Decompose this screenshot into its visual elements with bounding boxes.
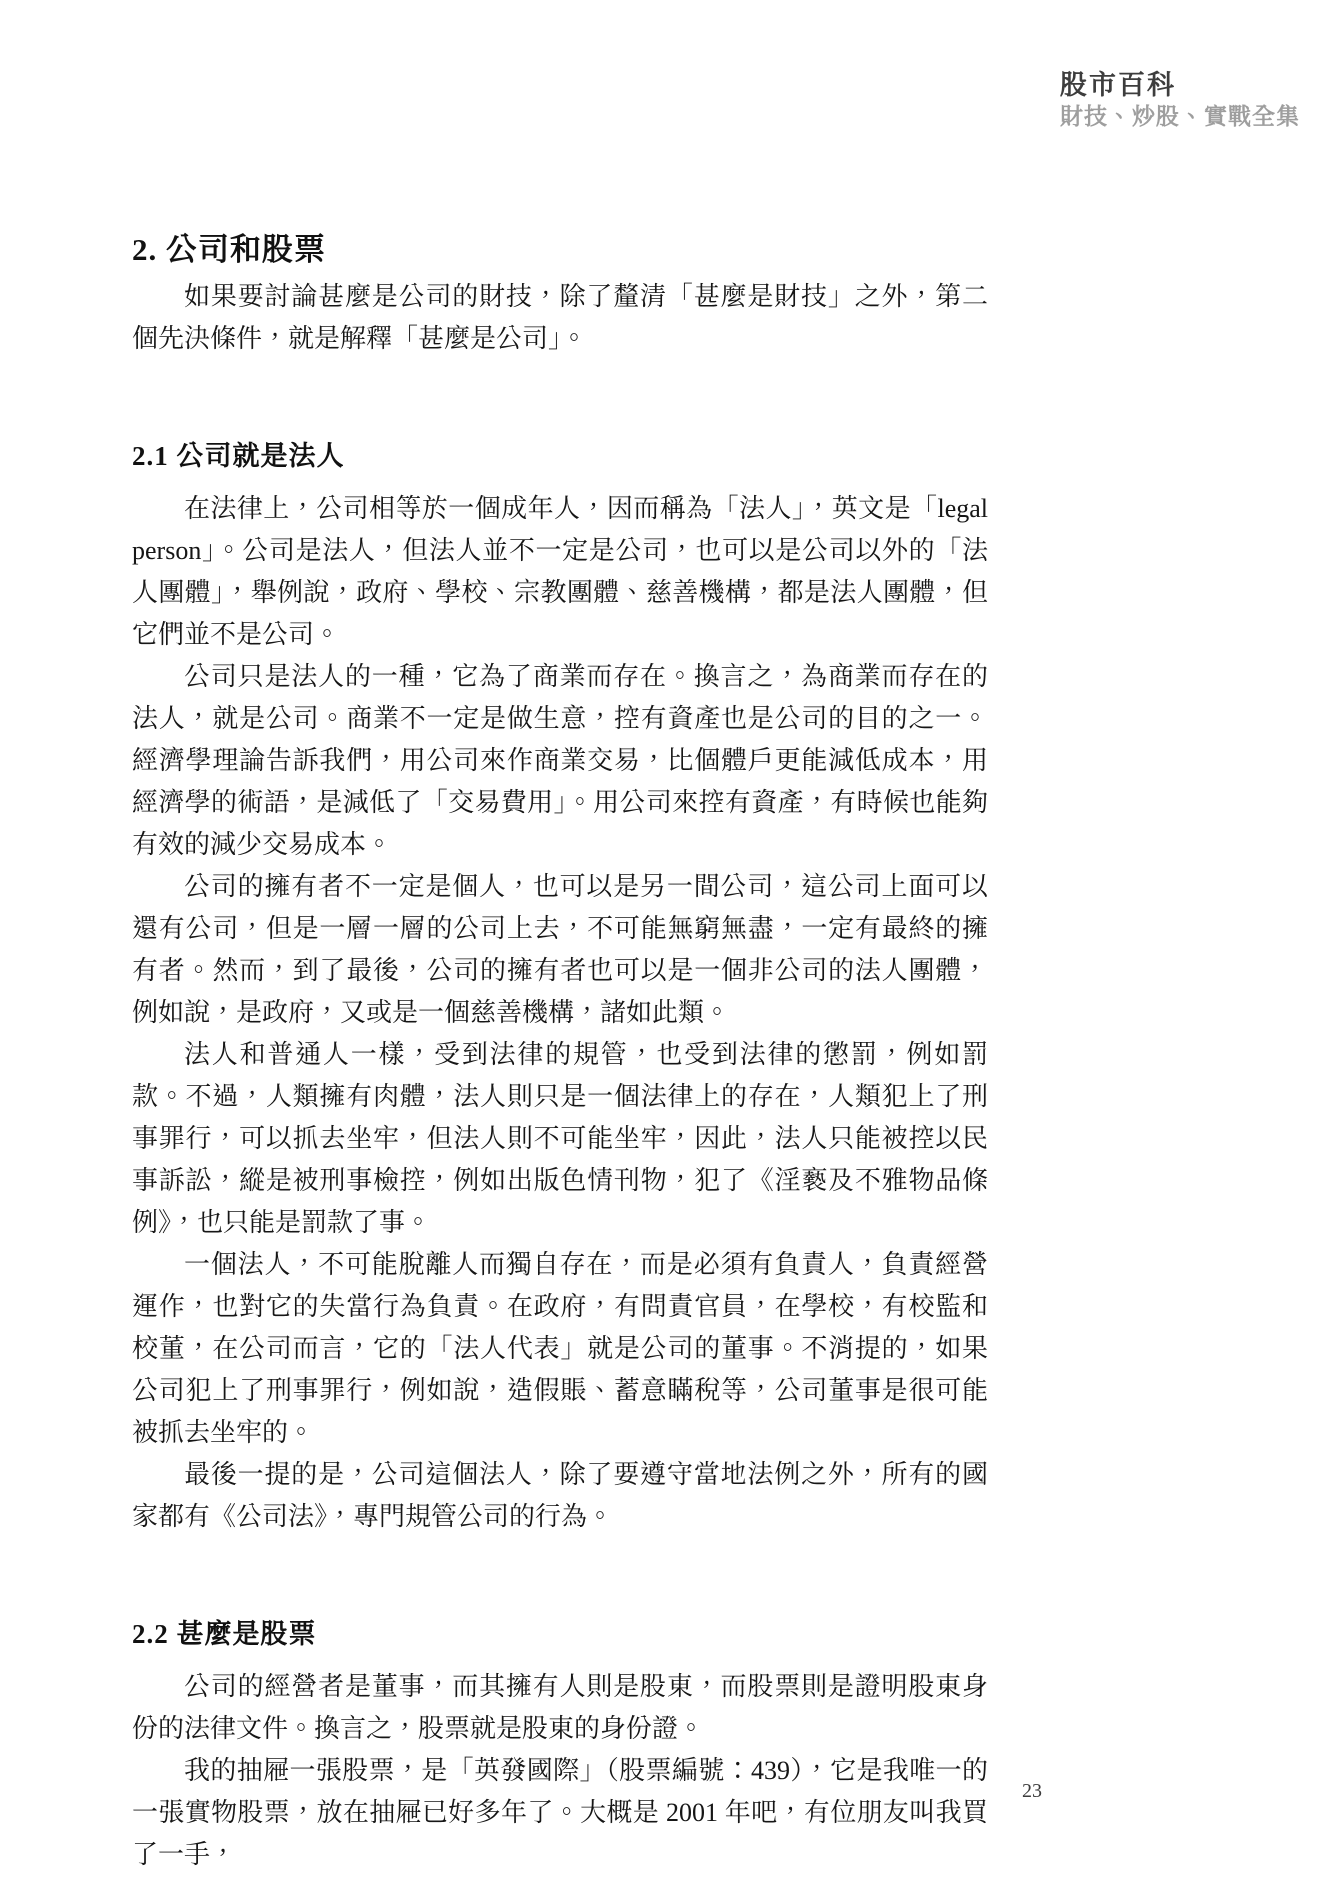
- chapter-intro-paragraph: 如果要討論甚麼是公司的財技，除了釐清「甚麼是財技」之外，第二個先決條件，就是解釋「甚麼是公司」。: [132, 282, 988, 353]
- series-title: 股市百科: [1060, 70, 1176, 100]
- running-head: [1060, 70, 1300, 130]
- chapter-title: 2. 公司和股票: [132, 232, 326, 267]
- paragraph: 公司的經營者是董事，而其擁有人則是股東，而股票則是證明股東身份的法律文件。換言之，股票就是股東的身份證。: [132, 1672, 988, 1743]
- paragraph: 在法律上，公司相等於一個成年人，因而稱為「法人」，英文是「legal person」。公司是法人，但法人並不一定是公司，也可以是公司以外的「法人團體」，舉例說，政府、學校、宗教團體、慈善機構，都是法人團體，但它們並不是公司。: [132, 494, 988, 649]
- paragraph: 最後一提的是，公司這個法人，除了要遵守當地法例之外，所有的國家都有《公司法》，專門規管公司的行為。: [132, 1460, 988, 1531]
- section-heading-2-2: 2.2 甚麼是股票: [132, 1619, 317, 1649]
- paragraph: 我的抽屜一張股票，是「英發國際」（股票編號：439），它是我唯一的一張實物股票，放在抽屜已好多年了。大概是 2001 年吧，有位朋友叫我買了一手，: [132, 1756, 988, 1869]
- paragraph: 公司的擁有者不一定是個人，也可以是另一間公司，這公司上面可以還有公司，但是一層一層的公司上去，不可能無窮無盡，一定有最終的擁有者。然而，到了最後，公司的擁有者也可以是一個非公司的法人團體，例如說，是政府，又或是一個慈善機構，諸如此類。: [132, 872, 988, 1027]
- paragraph: 公司只是法人的一種，它為了商業而存在。換言之，為商業而存在的法人，就是公司。商業不一定是做生意，控有資產也是公司的目的之一。經濟學理論告訴我們，用公司來作商業交易，比個體戶更能減低成本，用經濟學的術語，是減低了「交易費用」。用公司來控有資產，有時候也能夠有效的減少交易成本。: [132, 662, 988, 859]
- series-subtitle: 財技、炒股、實戰全集: [1060, 104, 1300, 130]
- page-number: 23: [1022, 1780, 1042, 1802]
- paragraph: 一個法人，不可能脫離人而獨自存在，而是必須有負責人，負責經營運作，也對它的失當行為負責。在政府，有問責官員，在學校，有校監和校董，在公司而言，它的「法人代表」就是公司的董事。不消提的，如果公司犯上了刑事罪行，例如說，造假賬、蓄意瞞稅等，公司董事是很可能被抓去坐牢的。: [132, 1250, 988, 1447]
- page-content: [132, 228, 988, 1876]
- paragraph: 法人和普通人一樣，受到法律的規管，也受到法律的懲罰，例如罰款。不過，人類擁有肉體，法人則只是一個法律上的存在，人類犯上了刑事罪行，可以抓去坐牢，但法人則不可能坐牢，因此，法人只能被控以民事訴訟，縱是被刑事檢控，例如出版色情刊物，犯了《淫褻及不雅物品條例》，也只能是罰款了事。: [132, 1040, 988, 1237]
- section-heading-2-1: 2.1 公司就是法人: [132, 441, 345, 471]
